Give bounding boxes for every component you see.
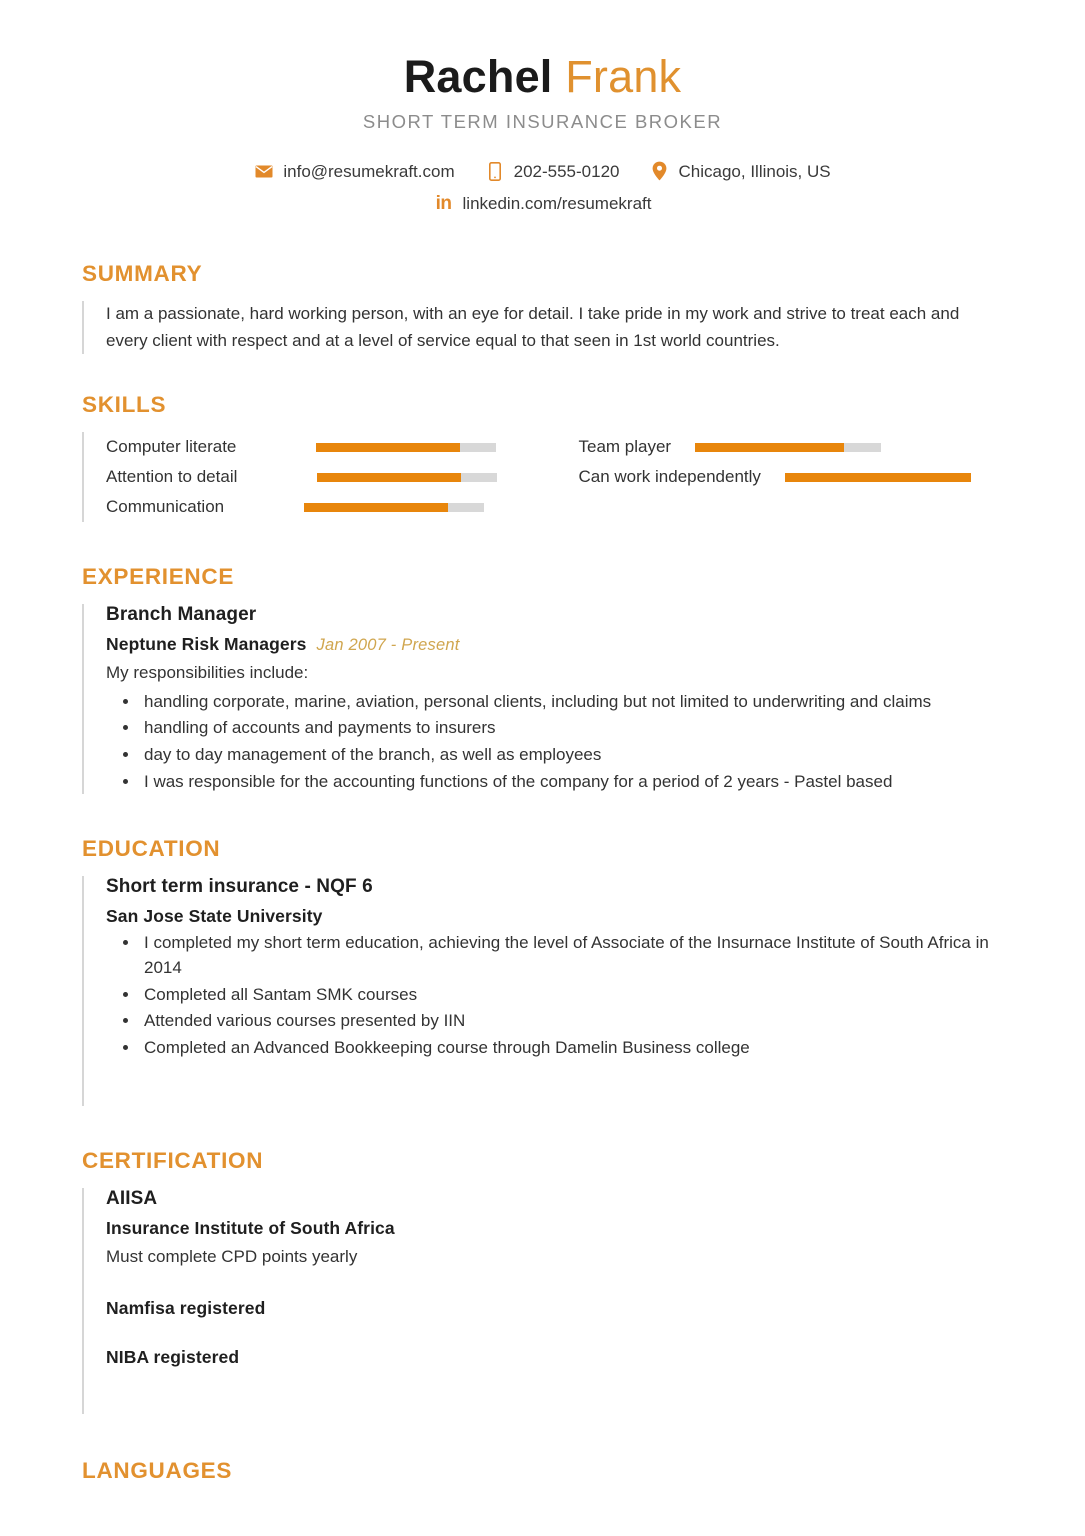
certification-name: Namfisa registered [106, 1298, 266, 1319]
education-entry [106, 876, 1003, 1060]
skill-bar-track [316, 443, 496, 452]
experience-bullets [106, 690, 1003, 795]
location-icon [650, 161, 670, 181]
certification-entry [106, 1347, 1003, 1368]
list-item: • Attended various courses presented by IIN [140, 1009, 1003, 1034]
list-item: • I was responsible for the accounting functions of the company for a period of 2 years - Pastel based [140, 770, 1003, 795]
contact-linkedin[interactable] [434, 193, 652, 213]
skill-row [579, 432, 1004, 462]
skill-bar-track [317, 473, 497, 482]
skill-label: Can work independently [578, 467, 761, 487]
skill-bar-fill [316, 443, 460, 452]
education-section-title: EDUCATION [82, 836, 221, 862]
experience-company: Neptune Risk Managers [106, 634, 307, 655]
skill-label: Team player [578, 437, 672, 457]
skills-body [82, 432, 1003, 522]
certification-entry [106, 1188, 1003, 1270]
skill-bar-fill [785, 473, 971, 482]
contact-phone-text: 202-555-0120 [513, 161, 620, 181]
contact-location[interactable] [650, 161, 831, 181]
linkedin-wordmark: in [435, 192, 452, 214]
experience-date: Jan 2007 - Present [316, 636, 460, 655]
job-title: SHORT TERM INSURANCE BROKER [362, 111, 723, 133]
list-item: • Completed all Santam SMK courses [140, 983, 1003, 1008]
skill-bar-fill [695, 443, 844, 452]
experience-note: My responsibilities include: [106, 663, 309, 683]
list-item: • I completed my short term education, achieving the level of Associate of the Insurnace Institute of South Africa in 2014 [140, 931, 1003, 980]
contact-info [0, 161, 1085, 213]
skill-row [106, 462, 531, 492]
skill-bar-track [304, 503, 484, 512]
certification-section-title: CERTIFICATION [82, 1148, 264, 1174]
summary-text: I am a passionate, hard working person, with an eye for detail. I take pride in my work and strive to treat each and every client with respect and at a level of service equal to that seen in 1st world countries. [106, 304, 960, 350]
certification-section [0, 1148, 1085, 1414]
summary-section [0, 261, 1085, 354]
first-name: Rachel [403, 51, 553, 102]
contact-email-text: info@resumekraft.com [283, 161, 455, 181]
certification-issuer: Insurance Institute of South Africa [106, 1218, 395, 1239]
skill-bar-track [785, 473, 971, 482]
skill-bar-track [695, 443, 881, 452]
summary-section-title: SUMMARY [82, 261, 203, 287]
skills-grid [106, 432, 1003, 522]
email-icon [254, 161, 274, 181]
certification-note: Must complete CPD points yearly [106, 1247, 358, 1267]
phone-icon [485, 161, 505, 181]
contact-phone[interactable] [485, 161, 620, 181]
experience-company-line [106, 634, 1003, 655]
skills-section-title: SKILLS [82, 392, 167, 418]
contact-line-primary [0, 161, 1085, 181]
skills-column-left [106, 432, 531, 522]
certification-body [82, 1188, 1003, 1414]
skills-section [0, 392, 1085, 522]
contact-line-secondary [0, 193, 1085, 213]
education-section [0, 836, 1085, 1106]
last-name: Frank [565, 51, 682, 102]
skill-label: Communication [106, 497, 225, 517]
list-item: • handling of accounts and payments to insurers [140, 716, 1003, 741]
skill-bar-fill [304, 503, 448, 512]
languages-section-title: LANGUAGES [82, 1458, 233, 1484]
languages-section [0, 1458, 1085, 1484]
experience-section [0, 564, 1085, 794]
resume-header [0, 0, 1085, 213]
skill-row [579, 462, 1004, 492]
education-body [82, 876, 1003, 1106]
summary-body [82, 301, 1003, 354]
skills-column-right [579, 432, 1004, 492]
experience-section-title: EXPERIENCE [82, 564, 235, 590]
list-item: • Completed an Advanced Bookkeeping course through Damelin Business college [140, 1036, 1003, 1061]
linkedin-icon [434, 193, 454, 213]
education-school: San Jose State University [106, 906, 323, 927]
experience-role: Branch Manager [106, 604, 257, 626]
education-bullets [106, 931, 1003, 1060]
skill-bar-fill [317, 473, 461, 482]
contact-email[interactable] [254, 161, 454, 181]
certification-entry [106, 1298, 1003, 1319]
certification-name: NIBA registered [106, 1347, 240, 1368]
experience-entry [106, 604, 1003, 794]
contact-linkedin-text: linkedin.com/resumekraft [462, 193, 652, 213]
experience-body [82, 604, 1003, 794]
skill-row [106, 492, 531, 522]
certification-name: AIISA [106, 1188, 158, 1210]
skill-label: Attention to detail [106, 467, 238, 487]
skill-label: Computer literate [106, 437, 237, 457]
education-degree: Short term insurance - NQF 6 [106, 876, 373, 898]
list-item: • day to day management of the branch, as well as employees [140, 743, 1003, 768]
list-item: • handling corporate, marine, aviation, personal clients, including but not limited to underwriting and claims [140, 690, 1003, 715]
contact-location-text: Chicago, Illinois, US [678, 161, 831, 181]
candidate-name [0, 52, 1085, 102]
skill-row [106, 432, 531, 462]
